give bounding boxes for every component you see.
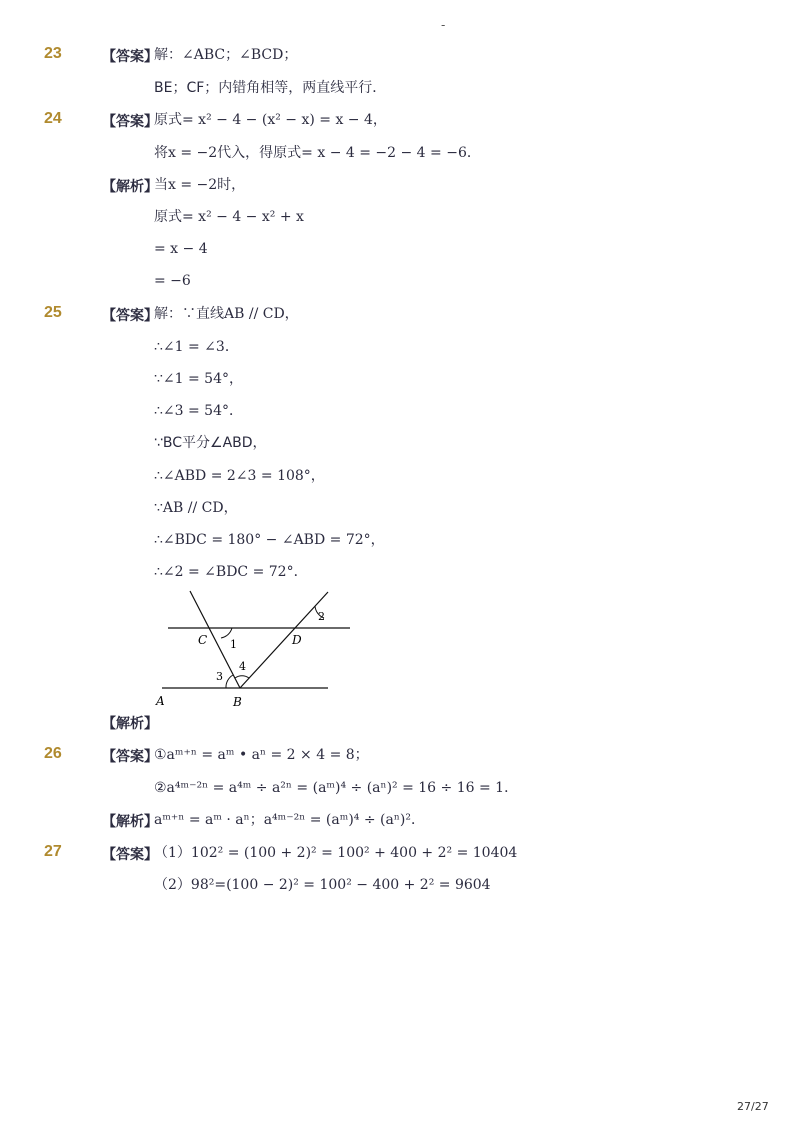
angle-4-arc <box>235 676 249 678</box>
q26-analysis-line: aᵐ⁺ⁿ = aᵐ · aⁿ；a⁴ᵐ⁻²ⁿ = (aᵐ)⁴ ÷ (aⁿ)²． <box>154 812 425 828</box>
angle-1-arc <box>221 628 232 638</box>
answer-tag-26: 【答案】 <box>102 749 158 765</box>
label-angle-1: 1 <box>230 638 237 651</box>
q25-line-3: ∵∠1 = 54°， <box>154 371 243 387</box>
q26-answer-line-2: ②a⁴ᵐ⁻²ⁿ = a⁴ᵐ ÷ a²ⁿ = (aᵐ)⁴ ÷ (aⁿ)² = 16 ÷ 16 = 1． <box>154 780 519 796</box>
q24-answer-line-2: 将x = −2代入，得原式= x − 4 = −2 − 4 = −6． <box>154 145 481 161</box>
question-number-24: 24 <box>44 110 62 127</box>
parallel-lines-figure <box>150 586 360 711</box>
label-d: D <box>292 633 302 647</box>
question-number-23: 23 <box>44 45 62 62</box>
q25-line-8: ∴∠BDC = 180° − ∠ABD = 72°， <box>154 532 385 548</box>
answer-tag-27: 【答案】 <box>102 847 158 863</box>
q25-line-6: ∴∠ABD = 2∠3 = 108°， <box>154 468 325 484</box>
q26-answer-line-1: ①aᵐ⁺ⁿ = aᵐ • aⁿ = 2 × 4 = 8； <box>154 747 369 763</box>
answer-tag-24: 【答案】 <box>102 114 158 130</box>
page-number: 27/27 <box>737 1100 769 1113</box>
q24-analysis-line-1: 当x = −2时， <box>154 177 246 193</box>
question-number-27: 27 <box>44 843 62 860</box>
q25-line-9: ∴∠2 = ∠BDC = 72°． <box>154 564 308 580</box>
q24-analysis-line-4: = −6 <box>154 273 191 289</box>
q25-line-7: ∵AB // CD， <box>154 500 238 516</box>
label-angle-3: 3 <box>216 670 223 683</box>
top-mark: - <box>441 18 446 32</box>
q25-line-4: ∴∠3 = 54°． <box>154 403 243 419</box>
answer-tag-25: 【答案】 <box>102 308 158 324</box>
q23-line-1: 解：∠ABC；∠BCD； <box>154 47 298 63</box>
analysis-tag-25: 【解析】 <box>102 716 158 732</box>
analysis-tag-24: 【解析】 <box>102 179 158 195</box>
label-angle-2: 2 <box>318 610 325 623</box>
q25-line-2: ∴∠1 = ∠3． <box>154 339 239 355</box>
label-b: B <box>233 695 242 709</box>
angle-3-arc <box>226 675 233 688</box>
label-angle-4: 4 <box>239 660 246 673</box>
answer-tag-23: 【答案】 <box>102 49 158 65</box>
q23-line-2: BE；CF；内错角相等，两直线平行． <box>154 80 387 96</box>
q27-line-1: （1）102² = (100 + 2)² = 100² + 400 + 2² = 10404 <box>154 845 518 861</box>
q24-analysis-line-3: = x − 4 <box>154 241 208 257</box>
label-c: C <box>198 633 208 647</box>
question-number-25: 25 <box>44 304 62 321</box>
analysis-tag-26: 【解析】 <box>102 814 158 830</box>
q27-line-2: （2）98²=(100 − 2)² = 100² − 400 + 2² = 9604 <box>154 877 491 893</box>
label-a: A <box>156 694 165 708</box>
question-number-26: 26 <box>44 745 62 762</box>
q24-answer-line-1: 原式= x² − 4 − (x² − x) = x − 4， <box>154 112 387 128</box>
q25-line-5: ∵BC平分∠ABD， <box>154 435 267 451</box>
q24-analysis-line-2: 原式= x² − 4 − x² + x <box>154 209 304 225</box>
q25-line-1: 解：∵直线AB // CD， <box>154 306 299 322</box>
